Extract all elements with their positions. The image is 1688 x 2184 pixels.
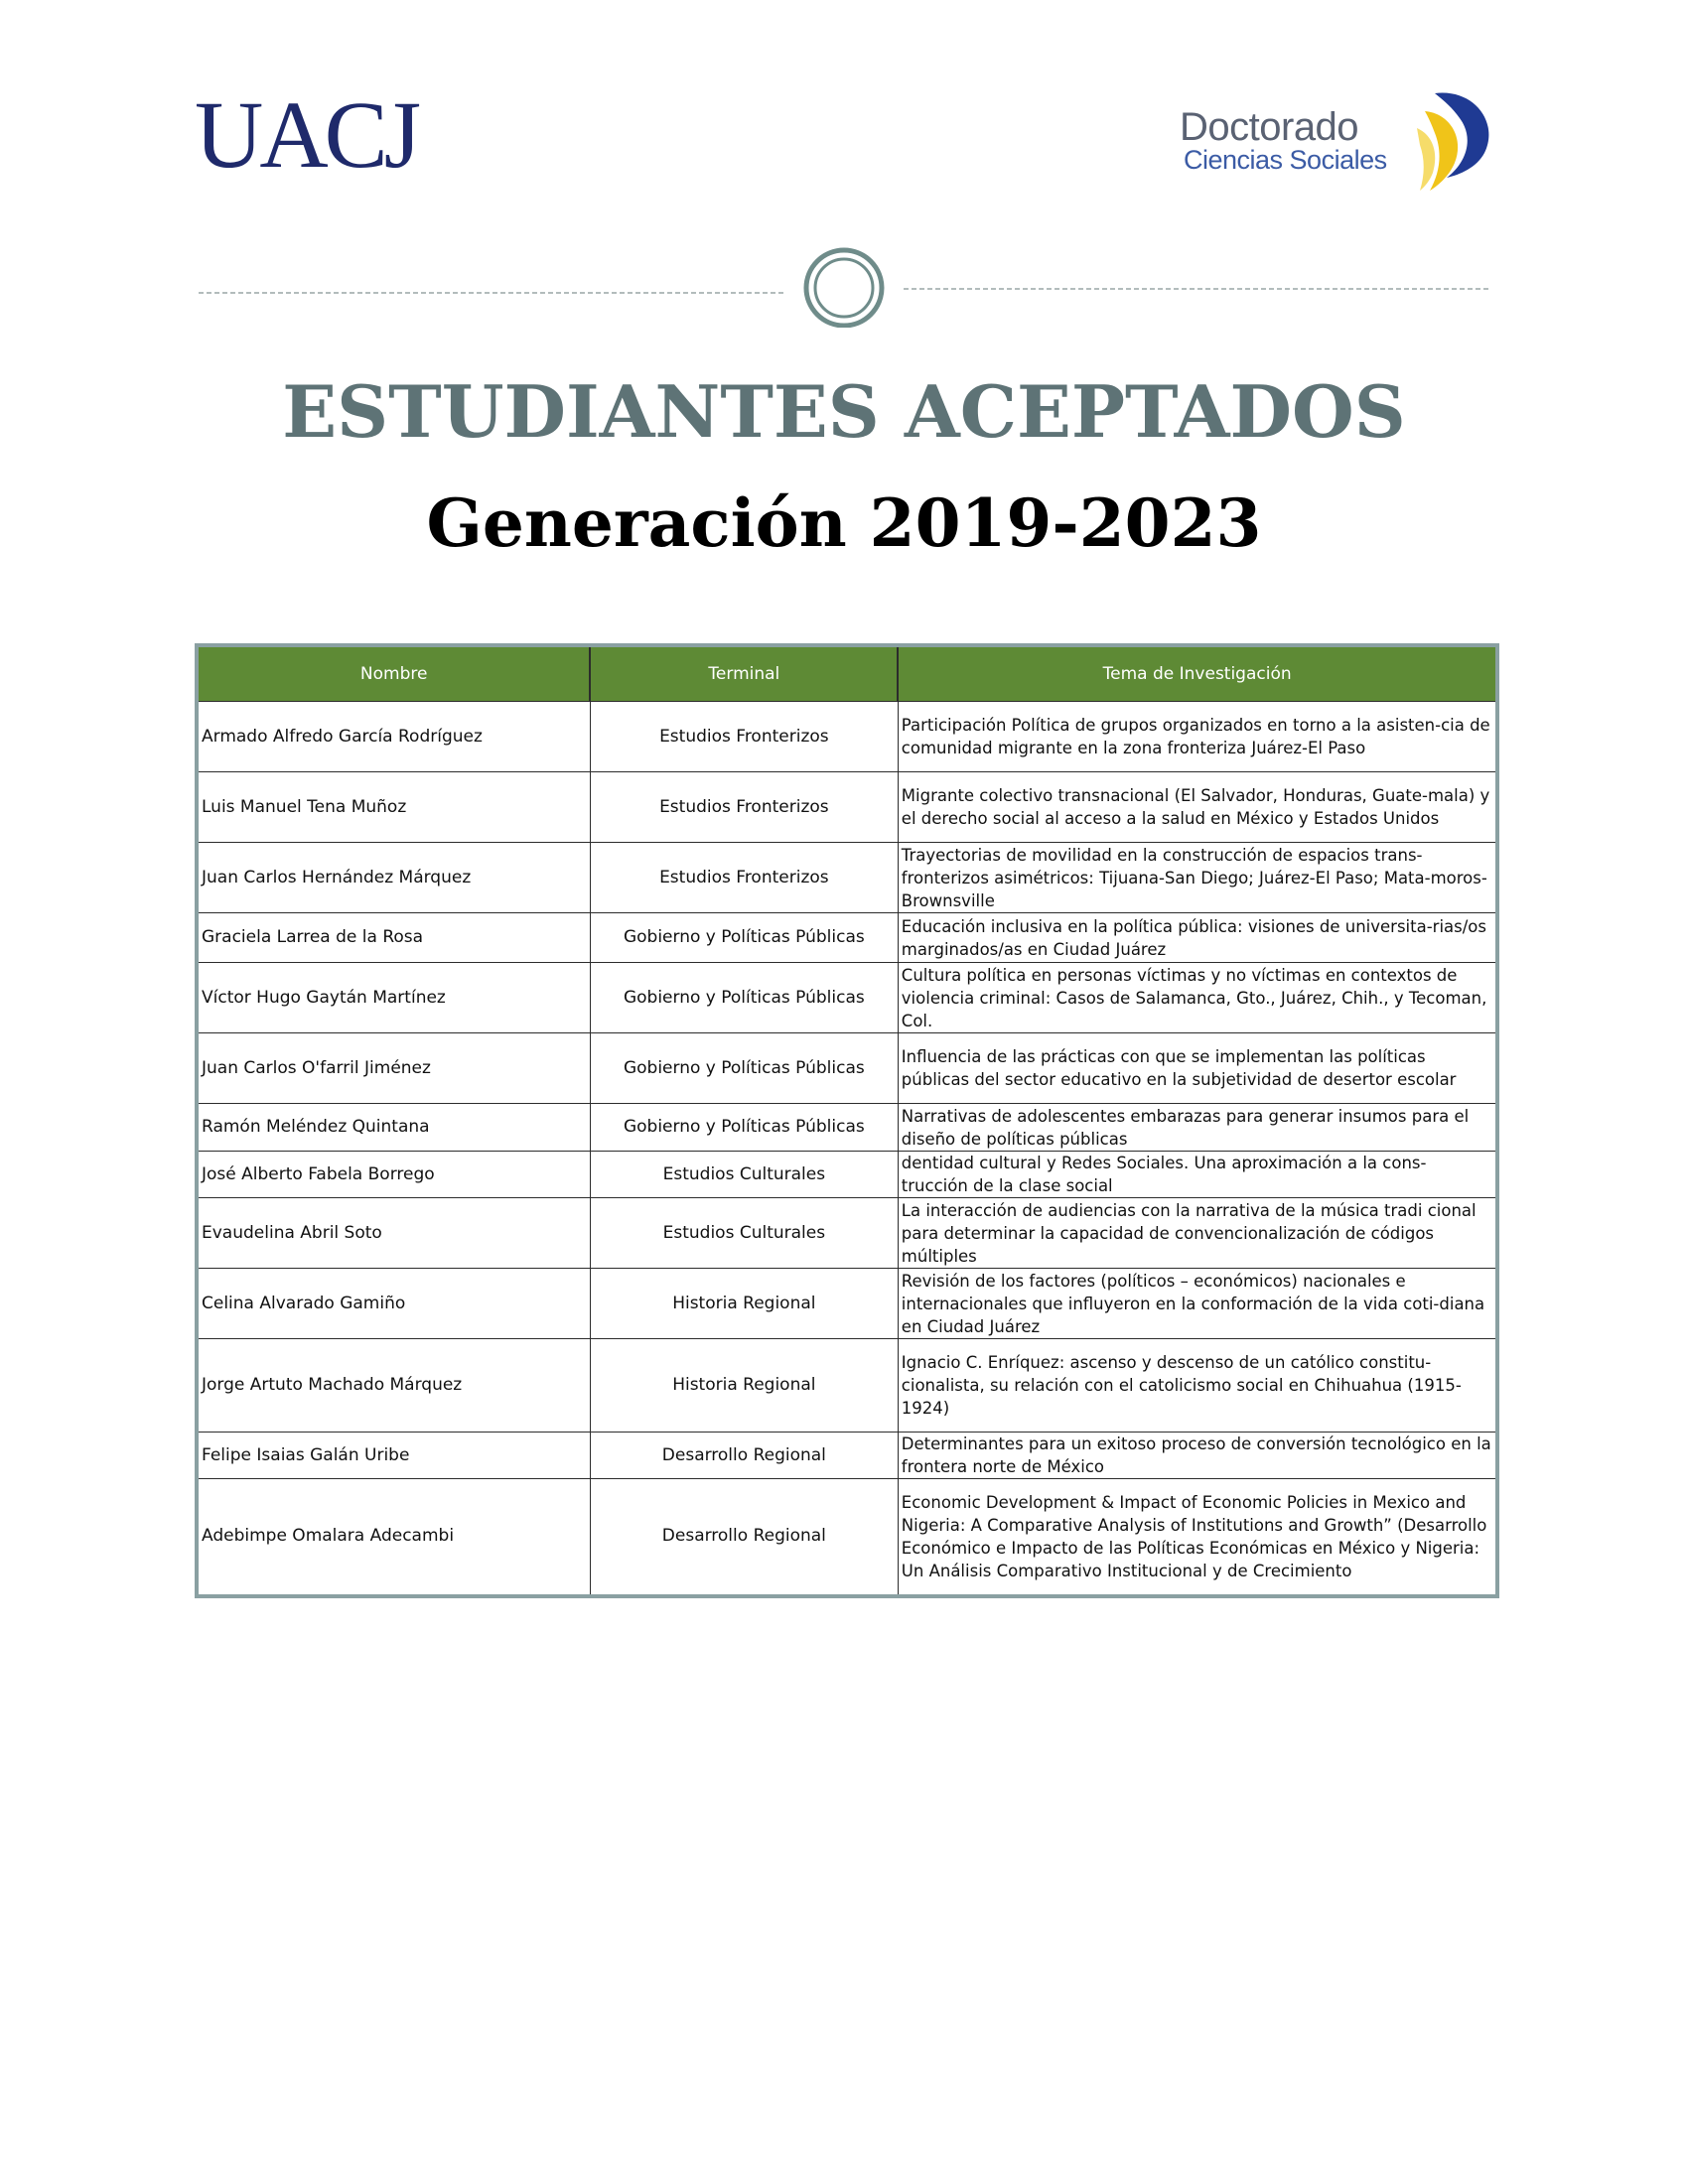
table-row bbox=[199, 1198, 1495, 1269]
header-divider bbox=[199, 238, 1489, 328]
cell-nombre: Juan Carlos Hernández Márquez bbox=[199, 843, 590, 913]
cell-nombre: Juan Carlos O'farril Jiménez bbox=[199, 1033, 590, 1104]
table-row bbox=[199, 1033, 1495, 1104]
doctorado-logo-line2: Ciencias Sociales bbox=[1184, 145, 1387, 175]
header-tema: Tema de Investigación bbox=[898, 647, 1495, 702]
cell-tema: Economic Development & Impact of Economic Policies in Mexico and Nigeria: A Comparative Analysis of Institutions and Growth” (Desarrollo Económico e Impacto de las Políticas Económicas en México y Nigeria: Un Análisis Comparativo Institucional y de Crecimiento bbox=[898, 1479, 1495, 1594]
cell-terminal: Historia Regional bbox=[590, 1269, 898, 1339]
cell-tema: Educación inclusiva en la política pública: visiones de universita-rias/os marginados/as en Ciudad Juárez bbox=[898, 913, 1495, 963]
students-table bbox=[195, 643, 1499, 1598]
cell-terminal: Estudios Culturales bbox=[590, 1198, 898, 1269]
cell-terminal: Gobierno y Políticas Públicas bbox=[590, 963, 898, 1033]
cell-nombre: Celina Alvarado Gamiño bbox=[199, 1269, 590, 1339]
cell-terminal: Desarrollo Regional bbox=[590, 1433, 898, 1479]
table-row bbox=[199, 963, 1495, 1033]
cell-tema: dentidad cultural y Redes Sociales. Una aproximación a la cons-trucción de la clase social bbox=[898, 1152, 1495, 1198]
doctorado-logo-line1: Doctorado bbox=[1180, 105, 1359, 149]
cell-tema: Ignacio C. Enríquez: ascenso y descenso de un católico constitu-cionalista, su relación con el catolicismo social en Chihuahua (1915-1924) bbox=[898, 1339, 1495, 1433]
table-row bbox=[199, 1269, 1495, 1339]
cell-terminal: Estudios Culturales bbox=[590, 1152, 898, 1198]
page-subtitle: Generación 2019-2023 bbox=[426, 484, 1262, 562]
cell-nombre: Víctor Hugo Gaytán Martínez bbox=[199, 963, 590, 1033]
cell-tema: Revisión de los factores (políticos – económicos) nacionales e internacionales que influyeron en la conformación de la vida coti-diana en Ciudad Juárez bbox=[898, 1269, 1495, 1339]
table-row bbox=[199, 1479, 1495, 1594]
doctorado-emblem-icon bbox=[1405, 83, 1499, 198]
cell-tema: Cultura política en personas víctimas y no víctimas en contextos de violencia criminal: Casos de Salamanca, Gto., Juárez, Chih., y Tecoman, Col. bbox=[898, 963, 1495, 1033]
cell-tema: Migrante colectivo transnacional (El Salvador, Honduras, Guate-mala) y el derecho social al acceso a la salud en México y Estados Unidos bbox=[898, 772, 1495, 843]
cell-terminal: Estudios Fronterizos bbox=[590, 702, 898, 772]
table-row bbox=[199, 1339, 1495, 1433]
cell-tema: Participación Política de grupos organizados en torno a la asisten-cia de comunidad migrante en la zona fronteriza Juárez-El Paso bbox=[898, 702, 1495, 772]
cell-terminal: Estudios Fronterizos bbox=[590, 772, 898, 843]
cell-tema: Influencia de las prácticas con que se implementan las políticas públicas del sector educativo en la subjetividad de desertor escolar bbox=[898, 1033, 1495, 1104]
table-header-row bbox=[199, 647, 1495, 702]
table-row bbox=[199, 1104, 1495, 1152]
doctorado-logo bbox=[1172, 83, 1499, 203]
table-row bbox=[199, 1152, 1495, 1198]
cell-nombre: José Alberto Fabela Borrego bbox=[199, 1152, 590, 1198]
table-row bbox=[199, 772, 1495, 843]
page-title: ESTUDIANTES ACEPTADOS bbox=[282, 369, 1406, 454]
table-row bbox=[199, 702, 1495, 772]
cell-terminal: Desarrollo Regional bbox=[590, 1479, 898, 1594]
cell-nombre: Armado Alfredo García Rodríguez bbox=[199, 702, 590, 772]
table-row bbox=[199, 913, 1495, 963]
cell-nombre: Evaudelina Abril Soto bbox=[199, 1198, 590, 1269]
cell-terminal: Estudios Fronterizos bbox=[590, 843, 898, 913]
cell-tema: La interacción de audiencias con la narrativa de la música tradi cional para determinar la capacidad de convencionalización de códigos múltiples bbox=[898, 1198, 1495, 1269]
cell-nombre: Ramón Meléndez Quintana bbox=[199, 1104, 590, 1152]
cell-nombre: Graciela Larrea de la Rosa bbox=[199, 913, 590, 963]
header-terminal: Terminal bbox=[590, 647, 898, 702]
table-row bbox=[199, 1433, 1495, 1479]
cell-terminal: Gobierno y Políticas Públicas bbox=[590, 913, 898, 963]
cell-terminal: Historia Regional bbox=[590, 1339, 898, 1433]
cell-terminal: Gobierno y Políticas Públicas bbox=[590, 1033, 898, 1104]
cell-nombre: Luis Manuel Tena Muñoz bbox=[199, 772, 590, 843]
cell-terminal: Gobierno y Políticas Públicas bbox=[590, 1104, 898, 1152]
cell-nombre: Adebimpe Omalara Adecambi bbox=[199, 1479, 590, 1594]
cell-tema: Trayectorias de movilidad en la construcción de espacios trans-fronterizos asimétricos: Tijuana-San Diego; Juárez-El Paso; Mata-moros-Brownsville bbox=[898, 843, 1495, 913]
cell-tema: Narrativas de adolescentes embarazas para generar insumos para el diseño de políticas públicas bbox=[898, 1104, 1495, 1152]
cell-nombre: Jorge Artuto Machado Márquez bbox=[199, 1339, 590, 1433]
cell-nombre: Felipe Isaias Galán Uribe bbox=[199, 1433, 590, 1479]
header-nombre: Nombre bbox=[199, 647, 590, 702]
cell-tema: Determinantes para un exitoso proceso de conversión tecnológico en la frontera norte de México bbox=[898, 1433, 1495, 1479]
uacj-logo: UACJ bbox=[195, 81, 418, 188]
table-row bbox=[199, 843, 1495, 913]
